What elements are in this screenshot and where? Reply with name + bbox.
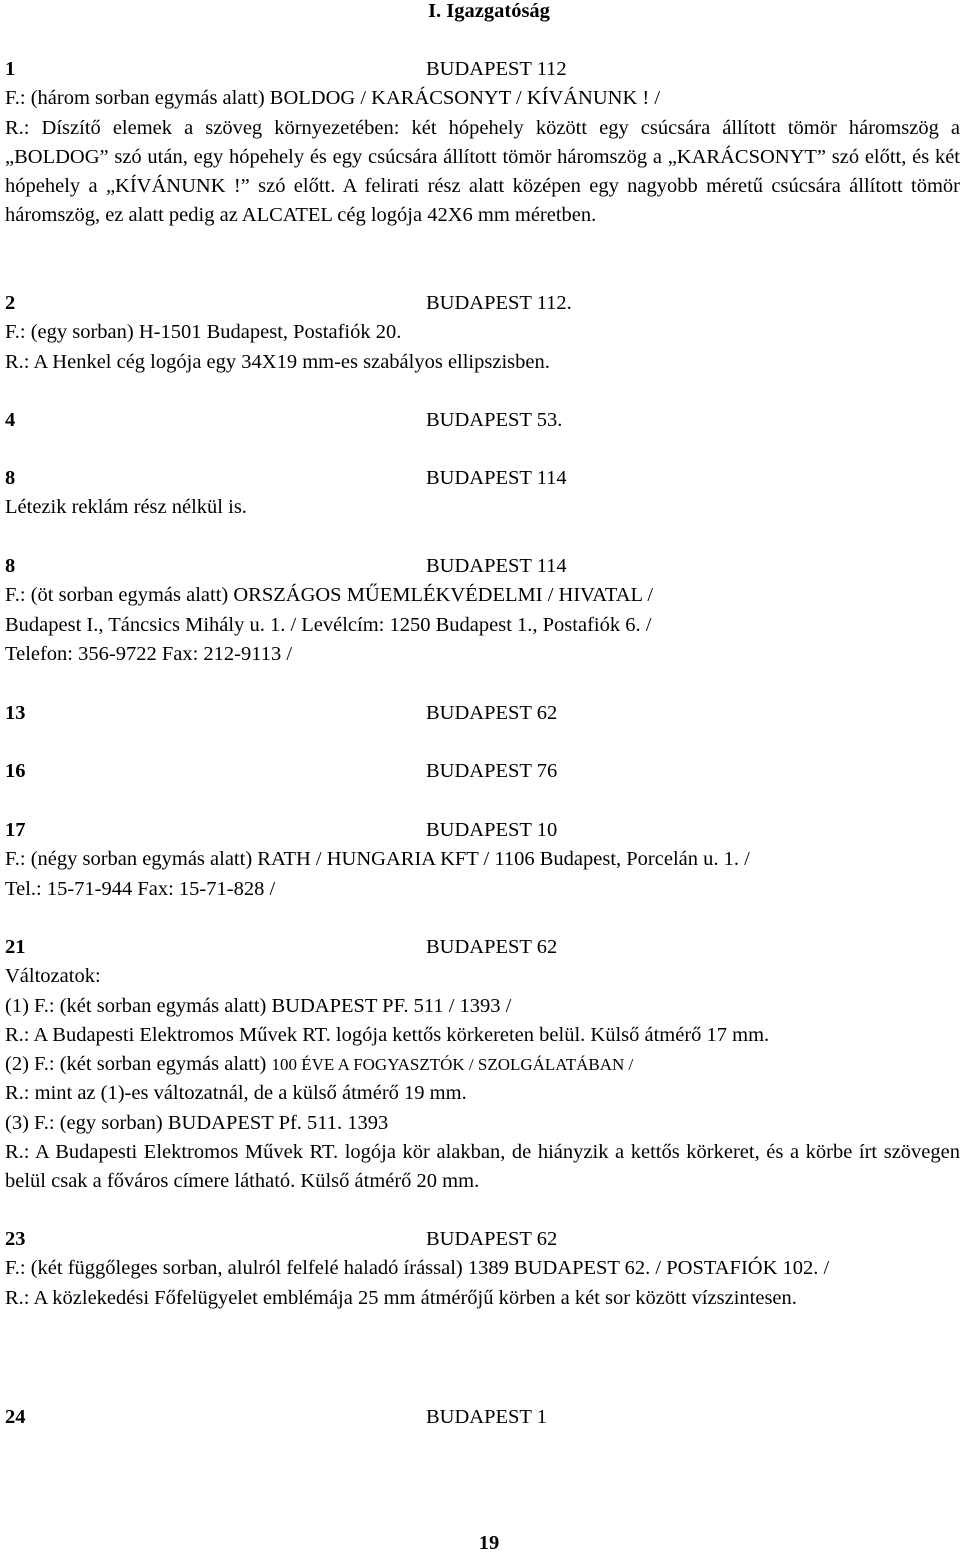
variant-inscription-text: 100 ÉVE A FOGYASZTÓK / SZOLGÁLATÁBAN /	[271, 1055, 634, 1075]
entry-21	[5, 933, 960, 1197]
entry-17	[5, 816, 960, 904]
entry-header	[5, 1225, 960, 1254]
entry-4	[5, 406, 960, 435]
note-line: Létezik reklám rész nélkül is.	[5, 496, 247, 519]
entry-13	[5, 699, 960, 728]
entry-place: BUDAPEST 76	[426, 760, 558, 782]
entry-place: BUDAPEST 53.	[426, 409, 563, 431]
entry-23	[5, 1225, 960, 1313]
variant-inscription: (1) F.: (két sorban egymás alatt) BUDAPEST PF. 511 / 1393 /	[5, 994, 512, 1017]
entry-header	[5, 816, 960, 845]
entry-header	[5, 289, 960, 318]
entry-header	[5, 552, 960, 581]
entry-place: BUDAPEST 62	[426, 1228, 558, 1250]
entry-header	[5, 406, 960, 435]
inscription-line: F.: (három sorban egymás alatt) BOLDOG / KARÁCSONYT / KÍVÁNUNK ! /	[5, 87, 661, 110]
variant-description: R.: A Budapesti Elektromos Művek RT. logója kettős körkereten belül. Külső átmérő 17 mm.	[5, 1023, 770, 1046]
entry-number: 13	[5, 702, 26, 724]
inscription-line: Budapest I., Táncsics Mihály u. 1. / Levélcím: 1250 Budapest 1., Postafiók 6. /	[5, 613, 652, 636]
entry-header	[5, 757, 960, 786]
variant-description: R.: mint az (1)-es változatnál, de a külső átmérő 19 mm.	[5, 1082, 467, 1105]
variant-prefix: (2) F.: (két sorban egymás alatt)	[5, 1053, 272, 1076]
entry-header	[5, 464, 960, 493]
entry-number: 1	[5, 58, 16, 80]
variant-description: R.: A Budapesti Elektromos Művek RT. logója kör alakban, de hiányzik a kettős körkeret, és a körbe írt szövegen belül csak a főváros címere látható. Külső átmérő 20 mm.	[5, 1141, 960, 1193]
inscription-line: F.: (öt sorban egymás alatt) ORSZÁGOS MŰEMLÉKVÉDELMI / HIVATAL /	[5, 584, 654, 607]
entry-number: 17	[5, 819, 26, 841]
entry-number: 21	[5, 936, 26, 958]
entry-number: 24	[5, 1406, 26, 1428]
inscription-line: Tel.: 15-71-944 Fax: 15-71-828 /	[5, 877, 276, 900]
description-line: R.: A Henkel cég logója egy 34X19 mm-es szabályos ellipszisben.	[5, 350, 550, 373]
section-heading: I. Igazgatóság	[428, 0, 550, 22]
entry-number: 2	[5, 292, 16, 314]
variant-inscription: (3) F.: (egy sorban) BUDAPEST Pf. 511. 1393	[5, 1111, 389, 1134]
entry-number: 23	[5, 1228, 26, 1250]
entry-number: 8	[5, 555, 16, 577]
entry-place: BUDAPEST 1	[426, 1406, 547, 1428]
entry-16	[5, 757, 960, 786]
entry-24	[5, 1403, 960, 1432]
entry-2	[5, 289, 960, 377]
entry-1	[5, 55, 960, 231]
entry-8a	[5, 464, 960, 523]
entry-place: BUDAPEST 112.	[426, 292, 572, 314]
entry-number: 16	[5, 760, 26, 782]
variants-label: Változatok:	[5, 965, 101, 988]
entry-number: 4	[5, 409, 16, 431]
entry-place: BUDAPEST 112	[426, 58, 567, 80]
description-paragraph: R.: Díszítő elemek a szöveg környezetében: két hópehely között egy csúcsára állított tömör háromszög a „BOLDOG” szó után, egy hópehely és egy csúcsára állított tömör háromszög a „KARÁCSONYT” szó előtt, és két hópehely a „KÍVÁNUNK !” szó előtt. A felirati rész alatt középen egy nagyobb méretű csúcsára állított tömör háromszög, ez alatt pedig az ALCATEL cég logója 42X6 mm méretben.	[5, 116, 960, 227]
entry-place: BUDAPEST 114	[426, 467, 567, 489]
inscription-line: F.: (négy sorban egymás alatt) RATH / HUNGARIA KFT / 1106 Budapest, Porcelán u. 1. /	[5, 848, 750, 871]
inscription-line: Telefon: 356-9722 Fax: 212-9113 /	[5, 642, 293, 665]
entry-place: BUDAPEST 114	[426, 555, 567, 577]
entry-header	[5, 699, 960, 728]
description-paragraph: R.: A közlekedési Főfelügyelet emblémája 25 mm átmérőjű körben a két sor között vízszintesen.	[5, 1286, 797, 1309]
entry-header	[5, 55, 960, 84]
inscription-line: F.: (egy sorban) H-1501 Budapest, Postafiók 20.	[5, 321, 402, 344]
entry-8b	[5, 552, 960, 669]
entry-place: BUDAPEST 10	[426, 819, 558, 841]
entry-place: BUDAPEST 62	[426, 936, 558, 958]
variant-inscription	[5, 1050, 960, 1079]
entry-header	[5, 1403, 960, 1432]
inscription-paragraph: F.: (két függőleges sorban, alulról felfelé haladó írással) 1389 BUDAPEST 62. / POSTAFIÓK 102. /	[5, 1257, 830, 1280]
entry-number: 8	[5, 467, 16, 489]
entry-header	[5, 933, 960, 962]
entry-place: BUDAPEST 62	[426, 702, 558, 724]
page-number: 19	[478, 1532, 500, 1554]
